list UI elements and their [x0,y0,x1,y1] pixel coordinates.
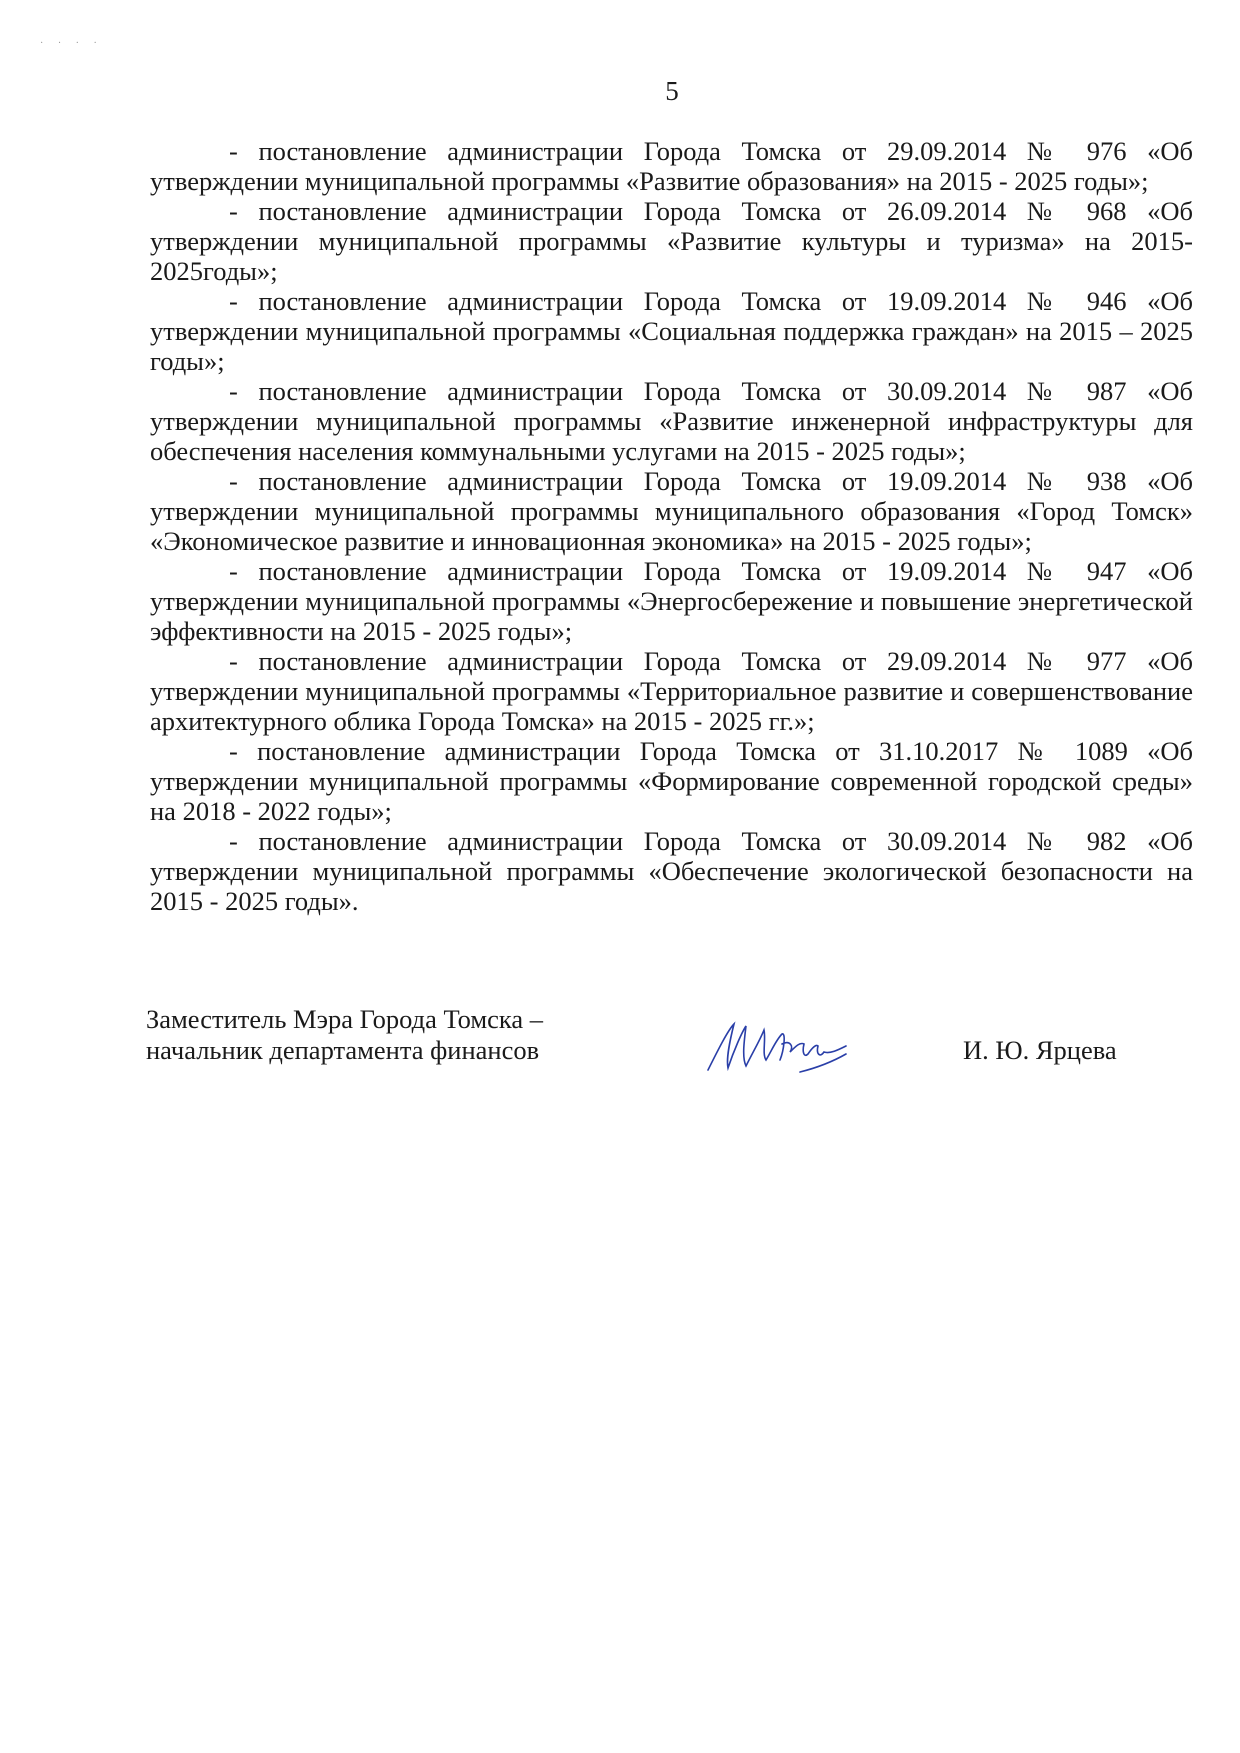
list-item: - постановление администрации Города Томска от 19.09.2014 № 938 «Об утверждении муниципальной программы муниципального образования «Город Томск» «Экономическое развитие и инновационная экономика» на 2015 - 2025 годы»; [150,466,1193,556]
list-item: - постановление администрации Города Томска от 19.09.2014 № 947 «Об утверждении муниципальной программы «Энергосбережение и повышение энергетической эффективности на 2015 - 2025 годы»; [150,556,1193,646]
signatory-position [146,1004,543,1066]
list-item: - постановление администрации Города Томска от 29.09.2014 № 976 «Об утверждении муниципальной программы «Развитие образования» на 2015 - 2025 годы»; [150,136,1193,196]
document-body [150,136,1193,916]
list-item: - постановление администрации Города Томска от 19.09.2014 № 946 «Об утверждении муниципальной программы «Социальная поддержка граждан» на 2015 – 2025 годы»; [150,286,1193,376]
position-line-2: начальник департамента финансов [146,1035,540,1065]
list-item: - постановление администрации Города Томска от 31.10.2017 № 1089 «Об утверждении муниципальной программы «Формирование современной городской среды» на 2018 - 2022 годы»; [150,736,1193,826]
list-item: - постановление администрации Города Томска от 29.09.2014 № 977 «Об утверждении муниципальной программы «Территориальное развитие и совершенствование архитектурного облика Города Томска» на 2015 - 2025 гг.»; [150,646,1193,736]
scan-artifact: · · · · [40,38,103,49]
position-line-1: Заместитель Мэра Города Томска – [146,1004,544,1034]
list-item: - постановление администрации Города Томска от 26.09.2014 № 968 «Об утверждении муниципальной программы «Развитие культуры и туризма» на 2015-2025годы»; [150,196,1193,286]
handwritten-signature [700,1010,850,1080]
list-item: - постановление администрации Города Томска от 30.09.2014 № 982 «Об утверждении муниципальной программы «Обеспечение экологической безопасности на 2015 - 2025 годы». [150,826,1193,916]
list-item: - постановление администрации Города Томска от 30.09.2014 № 987 «Об утверждении муниципальной программы «Развитие инженерной инфраструктуры для обеспечения населения коммунальными услугами на 2015 - 2025 годы»; [150,376,1193,466]
signatory-name: И. Ю. Ярцева [963,1035,1117,1065]
page-number: 5 [665,76,679,106]
